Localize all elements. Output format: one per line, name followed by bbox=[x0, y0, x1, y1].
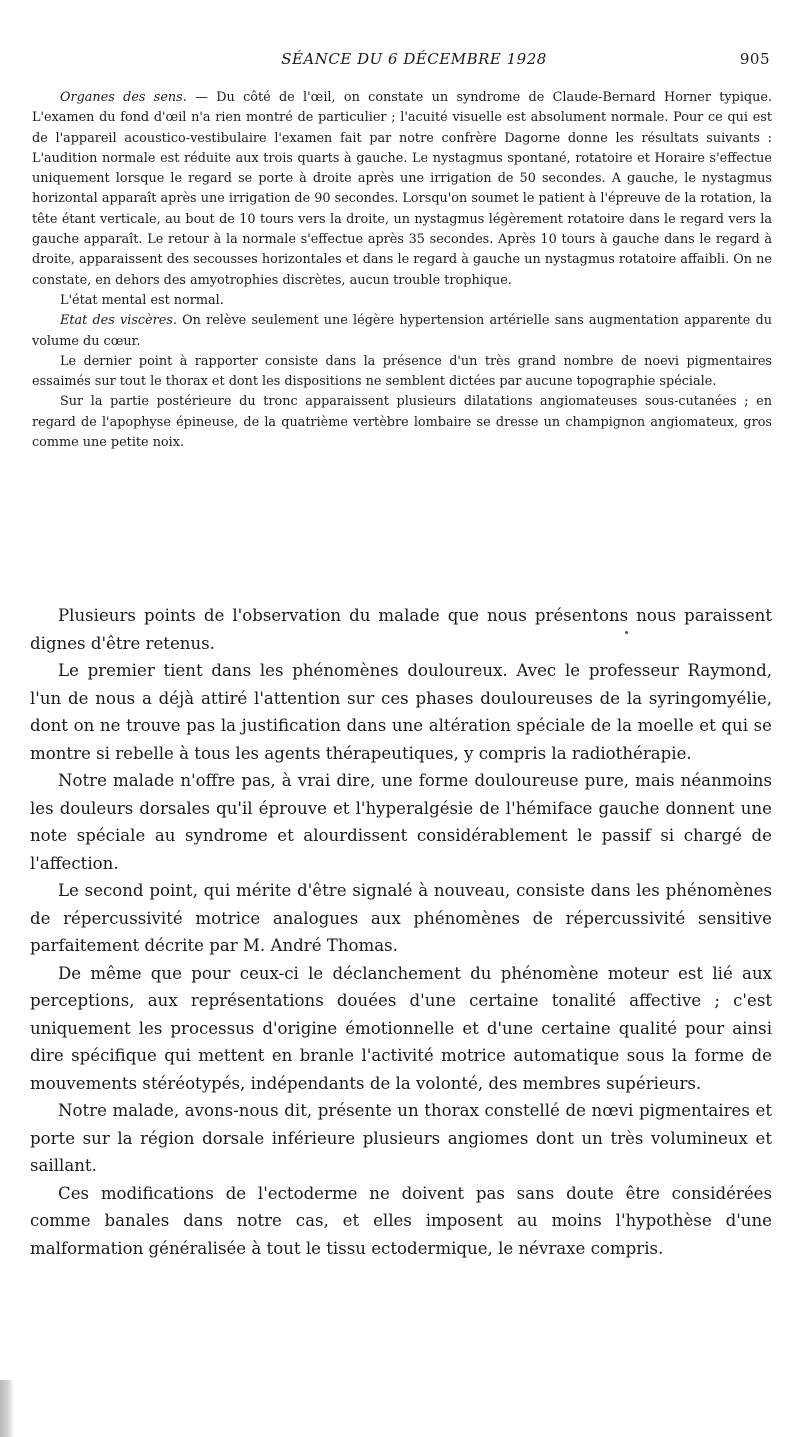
discussion-paragraph-1: Plusieurs points de l'observation du malade que nous présentons nous paraissent dignes d'être retenus. bbox=[30, 606, 772, 653]
page-number: 905 bbox=[739, 50, 770, 68]
discussion-paragraph-4: Le second point, qui mérite d'être signalé à nouveau, consiste dans les phénomènes de répercussivité motrice analogues aux phénomènes de répercussivité sensitive parfaitement décrite par M. André Thomas. bbox=[30, 881, 772, 955]
discussion-paragraph-7: Ces modifications de l'ectoderme ne doivent pas sans doute être considérées comme banales dans notre cas, et elles imposent au moins l'hypothèse d'une malformation généralisée à tout le tissu ectodermique, le névraxe compris. bbox=[30, 1183, 772, 1258]
paragraph-mental-state: L'état mental est normal. bbox=[60, 292, 224, 308]
paragraph-organs-senses bbox=[32, 88, 772, 291]
viscera-label: Etat des viscères. bbox=[60, 313, 177, 329]
clinical-notes bbox=[32, 88, 772, 453]
paragraph-naevi: Le dernier point à rapporter consiste dans la présence d'un très grand nombre de noevi pigmentaires essaimés sur tout le thorax et dont les dispositions ne semblent dictées par aucune topographie spéciale. bbox=[32, 353, 772, 390]
paragraph-angiomas: Sur la partie postérieure du tronc apparaissent plusieurs dilatations angiomateuses sous-cutanées ; en regard de l'apophyse épineuse, de la quatrième vertèbre lombaire se dresse un champignon angiomateux, gros comme une petite noix. bbox=[32, 394, 772, 451]
discussion-paragraph-6: Notre malade, avons-nous dit, présente un thorax constellé de nœvi pigmentaires et porte sur la région dorsale inférieure plusieurs angiomes dont un très volumineux et saillant. bbox=[30, 1101, 772, 1175]
discussion-paragraph-3: Notre malade n'offre pas, à vrai dire, une forme douloureuse pure, mais néanmoins les douleurs dorsales qu'il éprouve et l'hyperalgésie de l'hémiface gauche donnent une note spéciale au syndrome et alourdissent considérablement le passif si chargé de l'affection. bbox=[30, 771, 772, 873]
running-header bbox=[58, 50, 770, 74]
organs-senses-label: Organes des sens. bbox=[60, 90, 187, 105]
discussion bbox=[30, 602, 772, 1262]
organs-senses-text: — Du côté de l'œil, on constate un syndrome de Claude-Bernard Horner typique. L'examen du fond d'œil n'a rien montré de particulier ; l'acuité visuelle est absolument normale. Pour ce qui est de l'appareil acoustico-vestibulaire l'examen fait par notre confrère Dagorne donne les résultats suivants : L'audition normale est réduite aux trois quarts à gauche. Le nystagmus spontané, rotatoire et Horaire s'effectue uniquement lorsque le regard se porte à droite après une irrigation de 50 secondes. A gauche, le nystagmus horizontal apparaît après une irrigation de 90 secondes. Lorsqu'on soumet le patient à l'épreuve de la rotation, la tête étant verticale, au bout de 10 tours vers la droite, un nystagmus légèrement rotatoire dans le regard vers la gauche apparaît. Le retour à la normale s'effectue après 35 secondes. Après 10 tours à gauche dans le regard à droite, apparaissent des secousses horizontales et dans le regard à gauche un nystagmus rotatoire affaibli. On ne constate, en dehors des amyotrophies discrètes, aucun trouble trophique. bbox=[32, 90, 773, 288]
running-title: SÉANCE DU 6 DÉCEMBRE 1928 bbox=[281, 50, 547, 68]
discussion-paragraph-2: Le premier tient dans les phénomènes douloureux. Avec le professeur Raymond, l'un de nous a déjà attiré l'attention sur ces phases douloureuses de la syringomyélie, dont on ne trouve pas la justification dans une altération spéciale de la moelle et qui se montre si rebelle à tous les agents thérapeutiques, y compris la radiothérapie. bbox=[30, 661, 772, 763]
scan-edge-shadow bbox=[0, 1380, 14, 1437]
discussion-paragraph-5: De même que pour ceux-ci le déclanchement du phénomène moteur est lié aux perceptions, aux représentations douées d'une certaine tonalité affective ; c'est uniquement les processus d'origine émotionnelle et d'une certaine qualité pour ainsi dire spécifique qui mettent en branle l'activité motrice automatique sous la forme de mouvements stéréotypés, indépendants de la volonté, des membres supérieurs. bbox=[30, 963, 772, 1093]
viscera-text: On relève seulement une légère hypertension artérielle sans augmentation apparente du volume du cœur. bbox=[32, 313, 772, 349]
paragraph-viscera bbox=[32, 311, 772, 352]
